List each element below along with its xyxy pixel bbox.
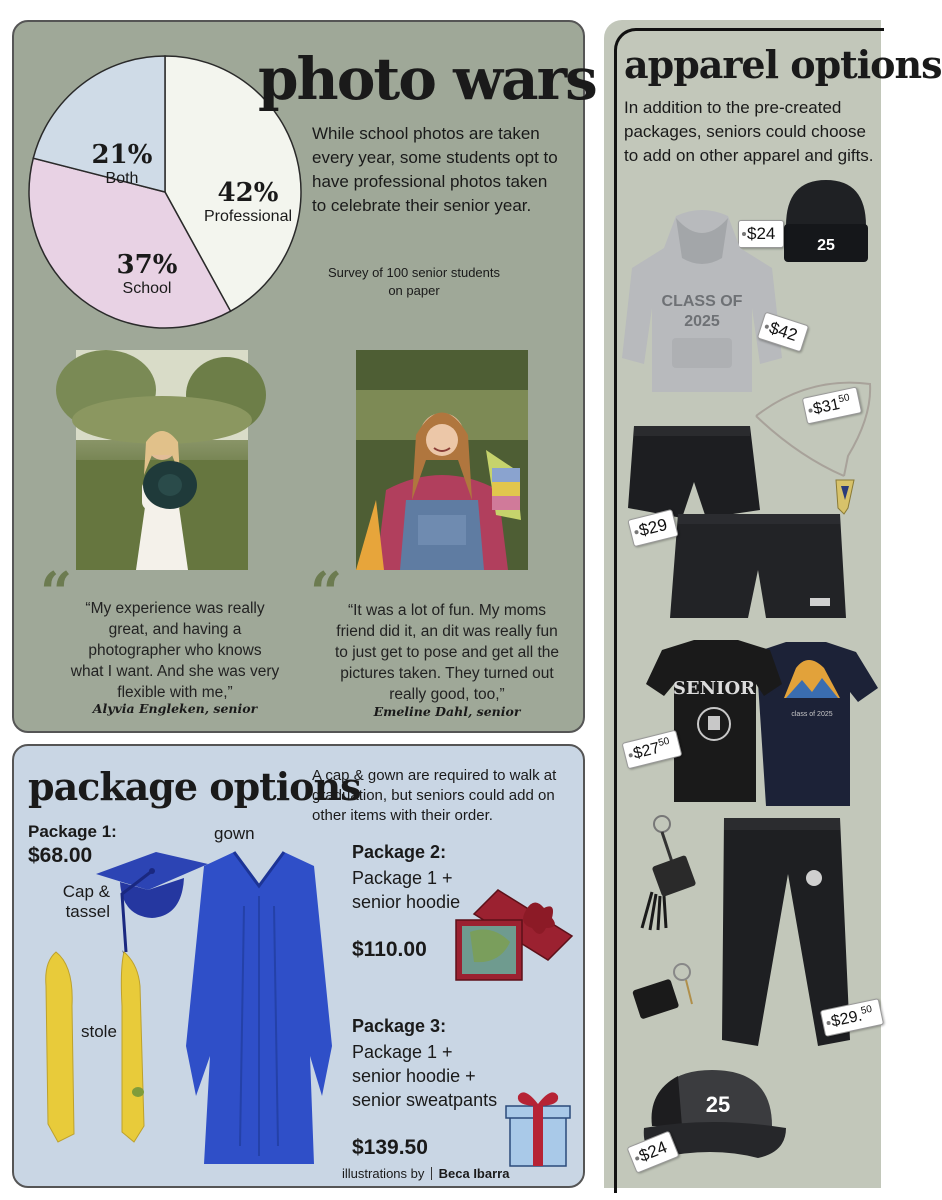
beanie-number: 25 <box>817 237 835 254</box>
senior-photo-2-illustration <box>356 350 528 570</box>
stole-illustration <box>34 946 184 1146</box>
quote-1-attribution: Alyvia Engleken, senior <box>92 701 258 716</box>
package-3-price: $139.50 <box>352 1136 428 1159</box>
tshirts-illustration <box>626 638 878 808</box>
survey-note: Survey of 100 senior students <box>328 265 500 280</box>
survey-note-2: on paper <box>388 283 440 298</box>
photo-wars-title: photo wars <box>258 45 596 113</box>
credit-divider <box>431 1167 432 1180</box>
price-tag-hoodie: $42 <box>757 312 810 353</box>
gown-illustration <box>174 846 344 1176</box>
hat-number: 25 <box>705 1092 731 1117</box>
illustration-credit-name: Beca Ibarra <box>438 1166 510 1181</box>
package-3-line-3: senior sweatpants <box>352 1090 498 1110</box>
pie-value-school: 37% <box>116 250 178 280</box>
package-1-title: Package 1: <box>28 822 117 841</box>
sweatpants-price-main: $29. <box>829 1007 864 1031</box>
package-3-line-2: senior hoodie + <box>352 1066 476 1086</box>
package-3-title: Package 3: <box>352 1016 447 1036</box>
pie-value-both: 21% <box>91 140 153 170</box>
photo-wars-intro: While school photos are taken every year, some students opt to have professional photos taken to celebrate their senior year. <box>312 124 558 215</box>
package-options-panel <box>12 744 585 1188</box>
package-3-line-1: Package 1 + <box>352 1042 453 1062</box>
apparel-options-intro: In addition to the pre-created packages, seniors could choose to add on other apparel and gifts. <box>624 98 874 165</box>
hoodie-text-2: 2025 <box>684 313 720 330</box>
necklace-price-main: $31 <box>811 395 842 419</box>
keychain-2025-illustration <box>632 960 702 1030</box>
price-tag-shorts: $29 <box>627 509 679 547</box>
package-options-intro: A cap & gown are required to walk at graduation, but seniors could add on other items with their order. <box>312 767 557 824</box>
pie-label-both: Both <box>105 170 139 187</box>
tshirt-text: SENIOR <box>672 678 756 699</box>
tshirts-price-main: $27 <box>631 739 662 763</box>
sweatpants-price-cents: 50 <box>859 1003 874 1017</box>
gift-box-closed-illustration <box>504 1082 574 1172</box>
cap-label-2: tassel <box>65 902 110 921</box>
package-2-title: Package 2: <box>352 842 447 862</box>
price-tag-beanie: $24 <box>738 220 784 248</box>
hoodie-text-1: CLASS OF <box>661 293 743 310</box>
price-tag-hat: $24 <box>626 1130 679 1173</box>
gift-box-open-illustration <box>452 884 576 994</box>
tshirt-2-text: class of 2025 <box>791 711 833 718</box>
pie-label-professional: Professional <box>203 208 293 225</box>
quote-2-attribution: Emeline Dahl, senior <box>373 704 521 719</box>
hoodie-illustration <box>622 208 782 398</box>
package-options-title: package options <box>28 764 361 809</box>
tshirts-price-cents: 50 <box>657 735 671 750</box>
senior-photo-1 <box>76 350 248 570</box>
stole-label: stole <box>81 1022 117 1041</box>
quote-mark-2: “ <box>310 560 343 626</box>
package-1-price: $68.00 <box>28 844 93 867</box>
necklace-price-cents: 50 <box>837 392 851 406</box>
beanie-illustration <box>780 176 872 266</box>
pie-label-school: School <box>122 280 172 297</box>
illustration-credit <box>342 1166 509 1181</box>
senior-photo-2 <box>356 350 528 570</box>
apparel-options-title: apparel options <box>624 42 942 87</box>
cap-label: Cap & <box>62 882 110 901</box>
senior-photo-1-illustration <box>76 350 248 570</box>
quote-mark-1: “ <box>40 560 73 626</box>
package-2-price: $110.00 <box>352 938 427 961</box>
package-2-line-1: Package 1 + <box>352 868 453 888</box>
photo-wars-panel <box>12 20 596 733</box>
quote-1-text: “My experience was really great, and having a photographer who knows what I want. And she was very flexible with me,” <box>70 600 280 701</box>
quote-2-text: “It was a lot of fun. My moms friend did it, an dit was really fun to just get to pose and get all the pictures taken. They turned out really good, too,” <box>334 602 560 703</box>
keychain-tassel-illustration <box>632 812 712 932</box>
apparel-options-panel <box>604 20 942 1188</box>
pie-value-professional: 42% <box>217 178 279 208</box>
gown-label: gown <box>214 824 255 843</box>
package-2-line-2: senior hoodie <box>352 892 461 912</box>
illustration-credit-prefix: illustrations by <box>342 1166 425 1181</box>
